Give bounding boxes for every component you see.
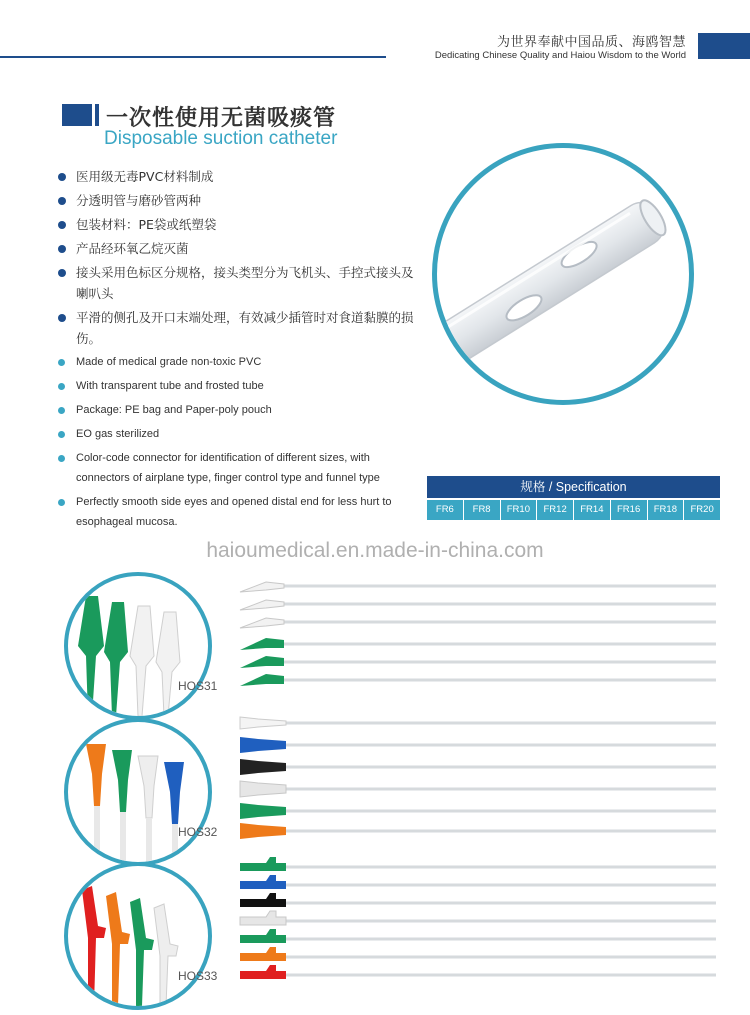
finger-control-connector-illustration — [68, 866, 208, 1006]
bullet-icon — [58, 499, 65, 506]
spec-size: FR8 — [464, 500, 500, 520]
bullet-icon — [58, 197, 66, 205]
specification-table — [427, 476, 720, 520]
feature-text: 平滑的侧孔及开口末端处理，有效减少插管时对食道黏膜的损伤。 — [76, 310, 414, 346]
spec-size: FR10 — [501, 500, 537, 520]
feature-text: 接头采用色标区分规格，接头类型分为飞机头、手控式接头及喇叭头 — [76, 265, 414, 301]
watermark: haioumedical.en.made-in-china.com — [206, 539, 544, 562]
feature-en — [56, 424, 416, 444]
model-hos32-image — [64, 718, 212, 866]
header-rule — [0, 56, 386, 58]
model-hos31-image — [64, 572, 212, 720]
bullet-icon — [58, 407, 65, 414]
spec-size: FR20 — [684, 500, 720, 520]
feature-cn — [56, 238, 416, 259]
product-title-cn: 一次性使用无菌吸痰管 — [106, 106, 337, 131]
slogan-en: Dedicating Chinese Quality and Haiou Wisdom to the World — [434, 50, 686, 61]
funnel-connector-illustration — [68, 722, 208, 862]
feature-en — [56, 448, 416, 488]
feature-text: Made of medical grade non-toxic PVC — [76, 356, 262, 368]
bullet-icon — [58, 314, 66, 322]
bullet-icon — [58, 383, 65, 390]
slogan-cn: 为世界奉献中国品质、海鸥智慧 — [496, 35, 686, 50]
feature-en — [56, 400, 416, 420]
feature-text: 分透明管与磨砂管两种 — [76, 193, 202, 208]
feature-text: With transparent tube and frosted tube — [76, 380, 264, 392]
model-code: HOS33 — [178, 969, 218, 983]
spec-size: FR14 — [574, 500, 610, 520]
feature-list — [56, 166, 416, 536]
model-code: HOS32 — [178, 825, 218, 839]
hos32-tube-lineup — [236, 713, 720, 839]
catheter-tip-illustration — [437, 148, 689, 400]
bullet-icon — [58, 359, 65, 366]
header-block — [698, 33, 750, 59]
spec-sizes — [427, 500, 720, 520]
feature-text: EO gas sterilized — [76, 428, 160, 440]
feature-cn — [56, 190, 416, 211]
bullet-icon — [58, 455, 65, 462]
title-marker-thin — [95, 104, 99, 126]
feature-cn — [56, 214, 416, 235]
feature-text: 产品经环氧乙烷灭菌 — [76, 241, 189, 256]
feature-en — [56, 376, 416, 396]
feature-cn — [56, 262, 416, 304]
feature-text: Perfectly smooth side eyes and opened distal end for less hurt to esophageal mucosa. — [76, 496, 392, 528]
bullet-icon — [58, 431, 65, 438]
bullet-icon — [58, 245, 66, 253]
spec-size: FR18 — [648, 500, 684, 520]
feature-cn — [56, 166, 416, 187]
feature-en — [56, 492, 416, 532]
spec-size: FR12 — [537, 500, 573, 520]
product-title-en: Disposable suction catheter — [104, 128, 338, 149]
feature-text: Color-code connector for identification of different sizes, with connectors of airplane type, finger control type and funnel type — [76, 452, 380, 484]
hos31-tube-lineup — [236, 578, 720, 694]
feature-text: 包装材料：PE袋或纸塑袋 — [76, 217, 217, 232]
hos33-tube-lineup — [236, 855, 720, 985]
model-code: HOS31 — [178, 679, 218, 693]
catheter-tip-closeup — [432, 143, 694, 405]
feature-en — [56, 352, 416, 372]
title-marker — [62, 104, 92, 126]
feature-text: Package: PE bag and Paper-poly pouch — [76, 404, 272, 416]
bullet-icon — [58, 269, 66, 277]
spec-size: FR16 — [611, 500, 647, 520]
feature-cn — [56, 307, 416, 349]
airplane-connector-illustration — [68, 576, 208, 716]
model-hos33-image — [64, 862, 212, 1010]
spec-header: 规格 / Specification — [427, 476, 720, 498]
spec-size: FR6 — [427, 500, 463, 520]
bullet-icon — [58, 221, 66, 229]
bullet-icon — [58, 173, 66, 181]
feature-text: 医用级无毒PVC材料制成 — [76, 169, 214, 184]
